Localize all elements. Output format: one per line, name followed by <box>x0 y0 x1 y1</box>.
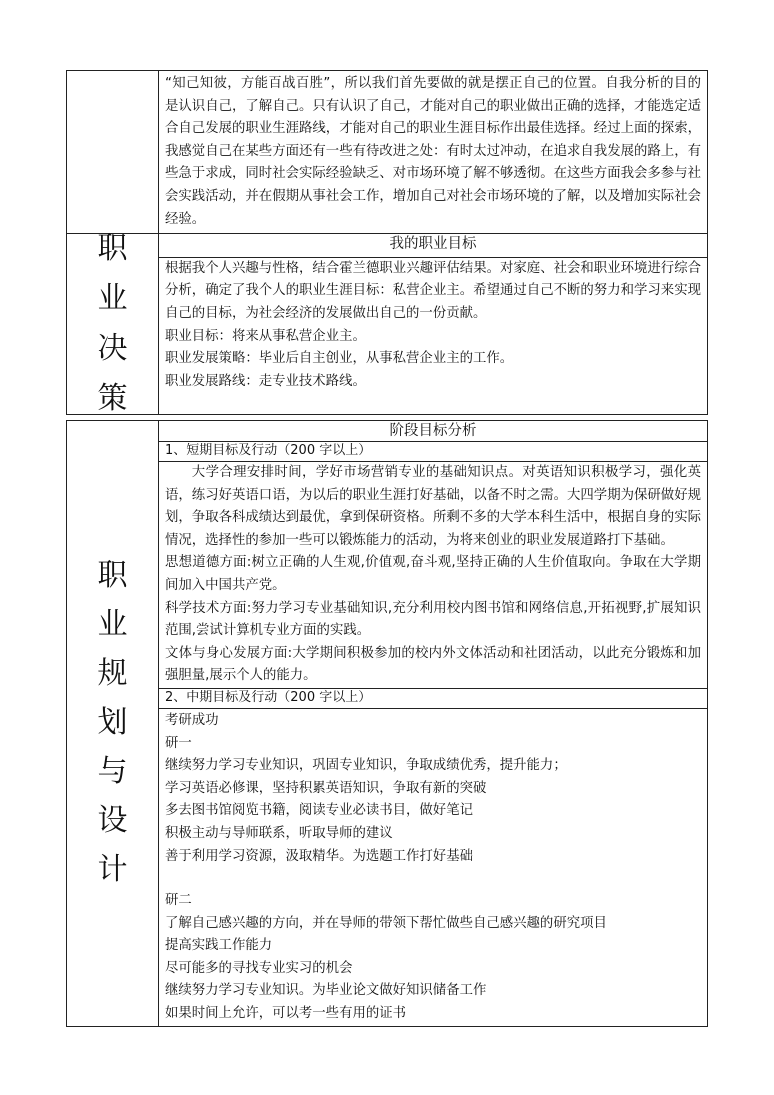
blank-line <box>165 868 701 890</box>
mid-term-line: 多去图书馆阅览书籍，阅读专业必读书目，做好笔记 <box>165 803 473 819</box>
short-term-item: 科学技术方面:努力学习专业基础知识,充分利用校内图书馆和网络信息,开拓视野,扩展知识范围,尝试计算机专业方面的实践。 <box>165 600 701 639</box>
mid-term-line: 考研成功 <box>165 712 219 728</box>
short-term-paragraph: 大学合理安排时间，学好市场营销专业的基础知识点。对英语知识积极学习，强化英语，练习好英语口语，为以后的职业生涯打好基础，以备不时之需。大四学期为保研做好规划，争取各科成绩达到最优，拿到保研资格。所剩不多的大学本科生活中，根据自身的实际情况，选择性的参加一些可以锻炼能力的活动，为将来创业的职业发展道路打下基础。 <box>165 465 701 548</box>
intro-paragraph: “知己知彼，方能百战百胜”，所以我们首先要做的就是摆正自己的位置。自我分析的目的是认识自己，了解自己。只有认识了自己，才能对自己的职业做出正确的选择，才能选定适合自己发展的职业生涯路线，才能对自己的职业生涯目标作出最佳选择。经过上面的探索，我感觉自己在某些方面还有一些有待改进之处：有时太过冲动，在追求自我发展的路上，有些急于求成，同时社会实际经验缺乏、对市场环境了解不够透彻。在这些方面我会多参与社会实践活动，并在假期从事社会工作，增加自己对社会市场环境的了解，以及增加实际社会经验。 <box>165 76 701 227</box>
stage-title: 阶段目标分析 <box>389 423 477 439</box>
goal-title: 我的职业目标 <box>389 236 477 252</box>
mid-term-line: 研二 <box>165 893 192 909</box>
mid-term-line: 善于利用学习资源，汲取精华。为选题工作打好基础 <box>165 848 473 864</box>
mid-term-heading-cell <box>159 688 708 708</box>
side-label-career-decision <box>67 231 159 416</box>
side-label-char: 划 <box>97 705 128 741</box>
goal-title-cell <box>159 234 708 258</box>
side-label-char: 决 <box>97 331 128 366</box>
empty-side-cell <box>67 71 159 234</box>
goal-line: 职业目标：将来从事私营企业主。 <box>165 328 366 344</box>
goal-line: 职业发展路线：走专业技术路线。 <box>165 373 366 389</box>
side-label-career-planning <box>67 421 159 1027</box>
side-label-char: 业 <box>97 281 128 316</box>
mid-term-content-cell <box>159 708 708 1026</box>
side-label-char: 规 <box>97 656 128 692</box>
side-label-char: 职 <box>97 558 128 594</box>
side-label-char: 业 <box>97 607 128 643</box>
side-label-char: 设 <box>97 803 128 839</box>
mid-term-line: 了解自己感兴趣的方向，并在导师的带领下帮忙做些自己感兴趣的研究项目 <box>165 915 607 931</box>
side-label-char: 策 <box>97 381 128 416</box>
mid-term-line: 继续努力学习专业知识。为毕业论文做好知识储备工作 <box>165 983 487 999</box>
goal-content-cell <box>159 257 708 414</box>
short-term-content-cell <box>159 462 708 689</box>
goal-paragraph: 根据我个人兴趣与性格，结合霍兰德职业兴趣评估结果。对家庭、社会和职业环境进行综合分析，确定了我个人的职业生涯目标：私营企业主。希望通过自己不断的努力和学习来实现自己的目标，为社会经济的发展做出自己的一份贡献。 <box>165 260 701 321</box>
side-label-char: 职 <box>97 231 128 266</box>
career-planning-table <box>66 420 708 1027</box>
mid-term-line: 尽可能多的寻找专业实习的机会 <box>165 960 353 976</box>
side-label-char: 与 <box>97 754 128 790</box>
career-decision-table <box>66 70 708 415</box>
side-label-char: 计 <box>97 852 128 888</box>
goal-line: 职业发展策略：毕业后自主创业，从事私营企业主的工作。 <box>165 351 514 367</box>
short-term-item: 思想道德方面:树立正确的人生观,价值观,奋斗观,坚持正确的人生价值取向。争取在大学期间加入中国共产党。 <box>165 555 701 593</box>
mid-term-line: 研一 <box>165 735 192 751</box>
mid-term-line: 继续努力学习专业知识，巩固专业知识，争取成绩优秀，提升能力； <box>165 758 567 774</box>
short-term-item: 文体与身心发展方面:大学期间积极参加的校内外文体活动和社团活动，以此充分锻炼和加强胆量,展示个人的能力。 <box>165 645 701 684</box>
mid-term-line: 提高实践工作能力 <box>165 938 273 954</box>
short-term-heading-cell <box>159 442 708 462</box>
mid-term-heading: 2、中期目标及行动（200 字以上） <box>165 689 372 705</box>
stage-title-cell <box>159 421 708 442</box>
short-term-heading: 1、短期目标及行动（200 字以上） <box>165 443 372 458</box>
intro-cell <box>159 71 708 234</box>
mid-term-line: 积极主动与导师联系，听取导师的建议 <box>165 825 393 841</box>
mid-term-line: 如果时间上允许，可以考一些有用的证书 <box>165 1006 407 1022</box>
mid-term-line: 学习英语必修课，坚持积累英语知识，争取有新的突破 <box>165 780 487 796</box>
